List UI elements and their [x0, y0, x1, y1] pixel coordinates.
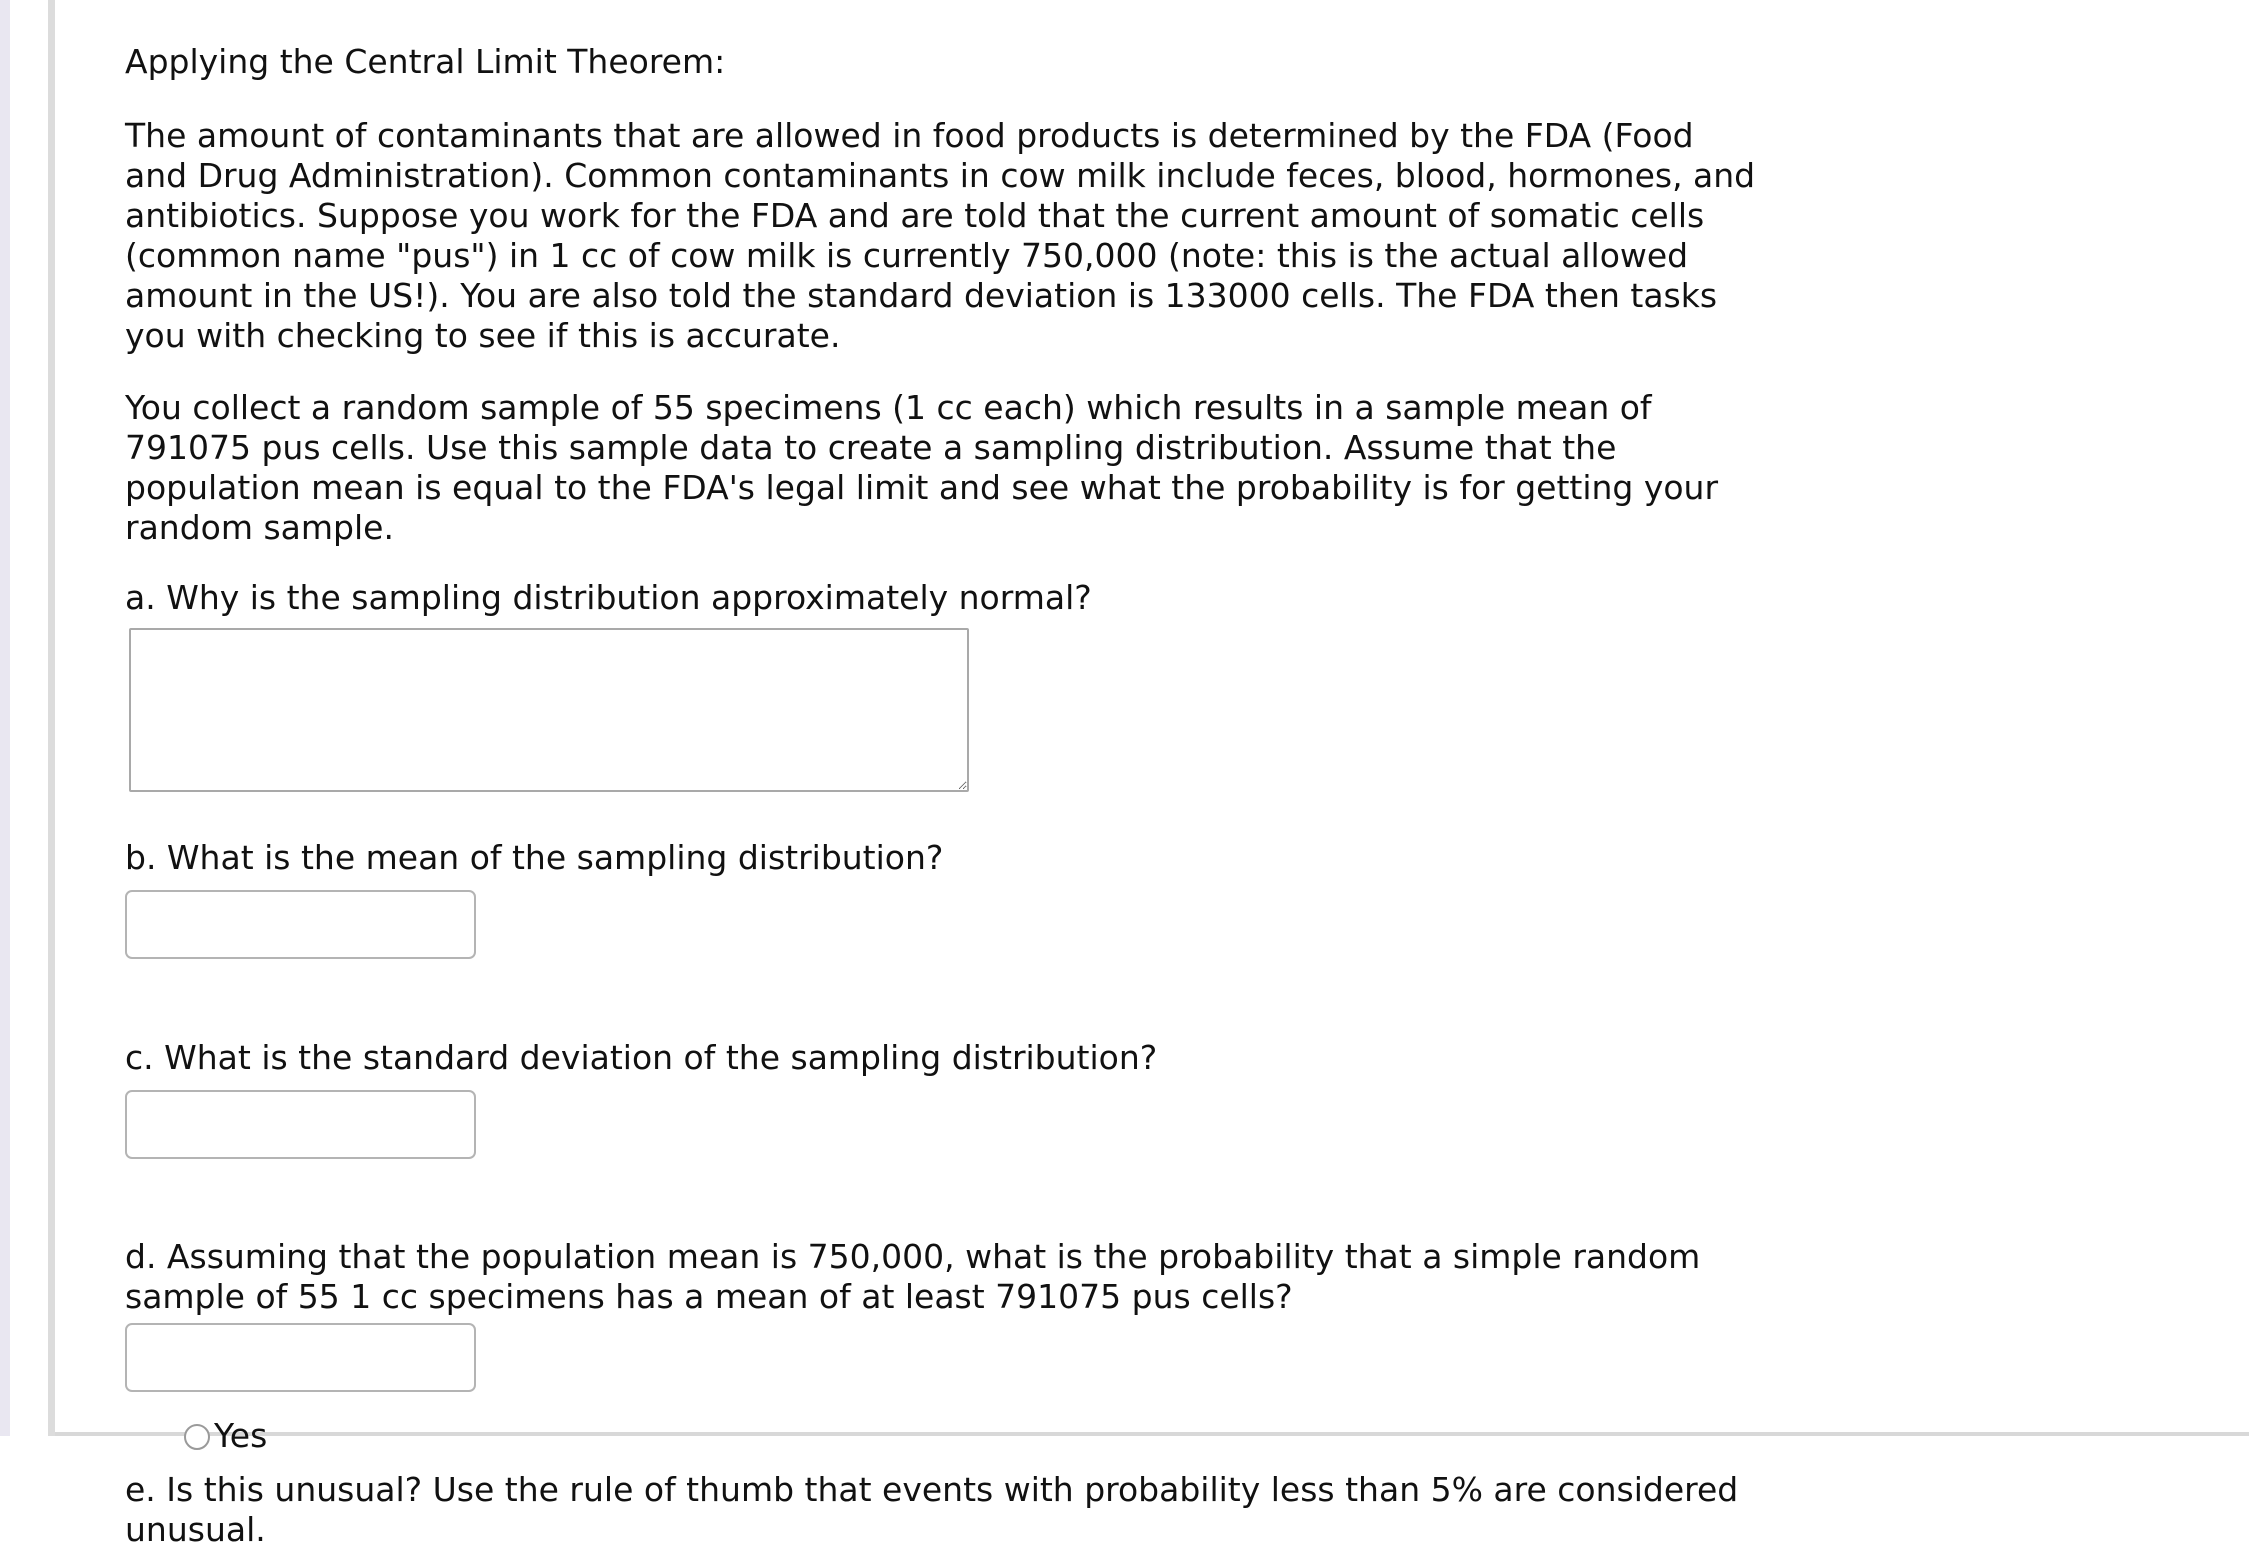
- radio-button-yes[interactable]: [184, 1424, 210, 1450]
- page-left-border: [48, 0, 55, 1436]
- question-b-answer[interactable]: [125, 890, 476, 959]
- question-c-answer[interactable]: [125, 1090, 476, 1159]
- page-title: Applying the Central Limit Theorem:: [125, 42, 726, 81]
- question-e-text: e. Is this unusual? Use the rule of thumb that events with probability less than 5% are considered unusual.: [125, 1470, 1739, 1549]
- question-a-answer[interactable]: [129, 628, 969, 792]
- option-yes-label: Yes: [214, 1416, 268, 1455]
- question-c-text: c. What is the standard deviation of the sampling distribution?: [125, 1038, 1158, 1077]
- question-e-option-yes[interactable]: [184, 1416, 268, 1455]
- question-b-text: b. What is the mean of the sampling distribution?: [125, 838, 944, 877]
- question-d-text: d. Assuming that the population mean is 750,000, what is the probability that a simple random sample of 55 1 cc specimens has a mean of at least 791075 pus cells?: [125, 1237, 1701, 1316]
- question-content: [125, 42, 1765, 1550]
- window-left-edge: [0, 0, 10, 1436]
- intro-paragraph: The amount of contaminants that are allowed in food products is determined by the FDA (Food and Drug Administration). Common contaminants in cow milk include feces, blood, hormones, and antibiotics. Suppose you work for the FDA and are told that the current amount of somatic cells (common name "pus") in 1 cc of cow milk is currently 750,000 (note: this is the actual allowed amount in the US!). You are also told the standard deviation is 133000 cells. The FDA then tasks you with checking to see if this is accurate.: [125, 116, 1756, 355]
- sample-paragraph: You collect a random sample of 55 specimens (1 cc each) which results in a sample mean of 791075 pus cells. Use this sample data to create a sampling distribution. Assume that the population mean is equal to the FDA's legal limit and see what the probability is for getting your random sample.: [125, 388, 1719, 547]
- question-d-answer[interactable]: [125, 1323, 476, 1392]
- question-a-text: a. Why is the sampling distribution approximately normal?: [125, 578, 1092, 617]
